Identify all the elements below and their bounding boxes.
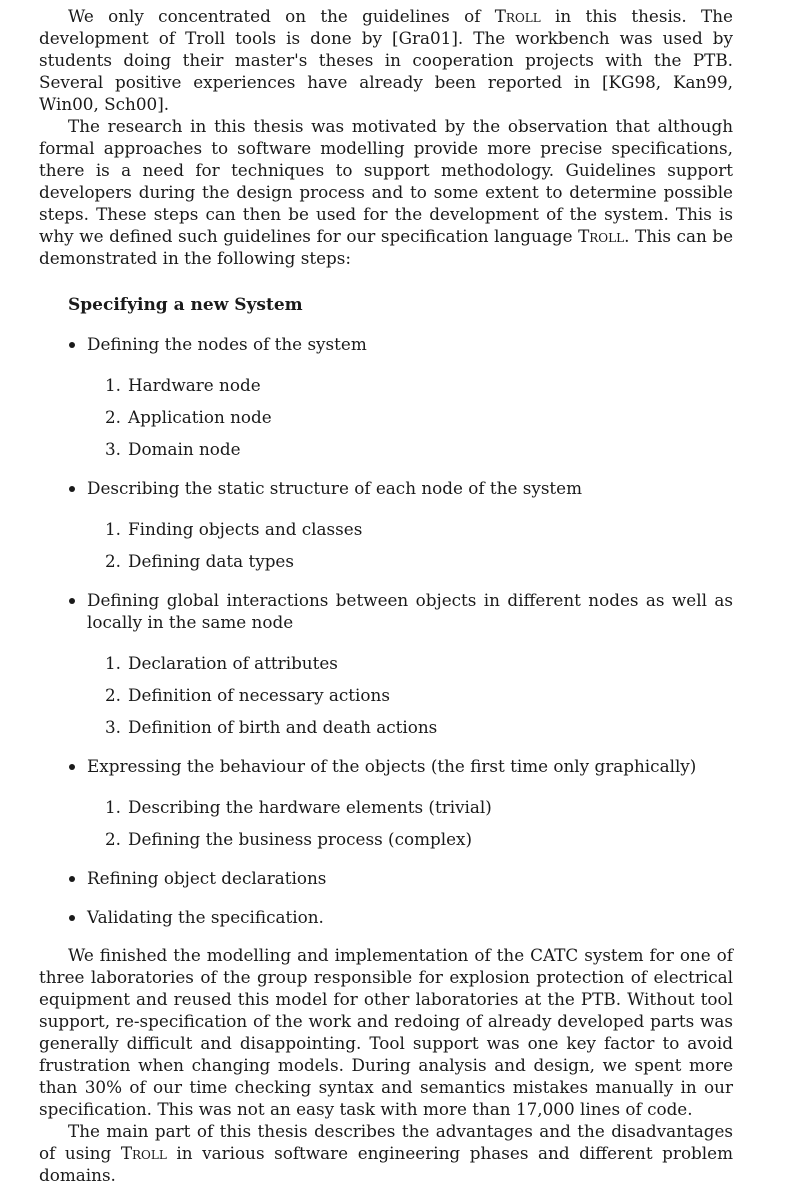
bullet-item-label: Refining object declarations: [87, 868, 327, 888]
item-number: 2.: [105, 685, 122, 705]
bullet-item: [39, 477, 733, 572]
bullet-item-label: Defining the nodes of the system: [87, 334, 367, 354]
bullet-icon: [69, 764, 75, 770]
numbered-item-label: Definition of birth and death actions: [128, 717, 438, 737]
bullet-icon: [69, 486, 75, 492]
intro-paragraph-1-text-a: We only concentrated on the guidelines of: [68, 6, 495, 26]
bullet-item: [39, 906, 733, 928]
bullet-icon: [69, 915, 75, 921]
bullet-item: [39, 589, 733, 738]
numbered-item: [87, 438, 733, 460]
numbered-item: [87, 716, 733, 738]
item-number: 1.: [105, 653, 122, 673]
bullet-item: [39, 333, 733, 460]
steps-list: [39, 333, 733, 928]
bullet-item: [39, 867, 733, 889]
item-number: 3.: [105, 717, 122, 737]
numbered-item: [87, 796, 733, 818]
numbered-sublist: [87, 374, 733, 460]
bullet-item-label: Validating the specification.: [87, 907, 324, 927]
conclusion: [39, 944, 733, 1186]
item-number: 2.: [105, 829, 122, 849]
numbered-item-label: Defining data types: [128, 551, 294, 571]
intro-paragraph-2-text-b: . This can be demonstrated in the following steps:: [39, 226, 734, 268]
bullet-item-label: Defining global interactions between objects in different nodes as well as locally in the same node: [87, 590, 733, 632]
numbered-item: [87, 684, 733, 706]
intro-paragraph-2: [39, 115, 733, 269]
numbered-item-label: Defining the business process (complex): [128, 829, 473, 849]
item-number: 2.: [105, 551, 122, 571]
item-number: 2.: [105, 407, 122, 427]
numbered-item-label: Hardware node: [128, 375, 261, 395]
bullet-item-label: Describing the static structure of each node of the system: [87, 478, 583, 498]
item-number: 1.: [105, 375, 122, 395]
numbered-sublist: [87, 518, 733, 572]
bullet-item: [39, 755, 733, 850]
numbered-item: [87, 406, 733, 428]
item-number: 1.: [105, 797, 122, 817]
bullet-icon: [69, 342, 75, 348]
conclusion-paragraph-2-text-a: The main part of this thesis describes the advantages and the disadvantages of using: [39, 1121, 733, 1163]
numbered-item-label: Domain node: [128, 439, 241, 459]
numbered-item: [87, 828, 733, 850]
intro-paragraph-1-text-b: in this thesis. The development of Troll tools is done by [Gra01]. The workbench was used by students doing their master's theses in cooperation projects with the PTB. Several positive experiences have already been reported in [KG98, Kan99, Win00, Sch00].: [39, 6, 733, 114]
item-number: 3.: [105, 439, 122, 459]
numbered-sublist: [87, 796, 733, 850]
numbered-item-label: Describing the hardware elements (trivial): [128, 797, 492, 817]
numbered-item-label: Declaration of attributes: [128, 653, 338, 673]
bullet-icon: [69, 876, 75, 882]
intro-paragraph-1: [39, 5, 733, 115]
item-number: 1.: [105, 519, 122, 539]
bullet-item-label: Expressing the behaviour of the objects (the first time only graphically): [87, 756, 697, 776]
numbered-item-label: Application node: [128, 407, 272, 427]
numbered-item: [87, 652, 733, 674]
numbered-sublist: [87, 652, 733, 738]
section-heading: Specifying a new System: [68, 295, 303, 315]
numbered-item: [87, 374, 733, 396]
conclusion-paragraph-2: [39, 1120, 733, 1186]
numbered-item-label: Finding objects and classes: [128, 519, 363, 539]
numbered-item-label: Definition of necessary actions: [128, 685, 390, 705]
troll-name: Troll: [494, 6, 541, 26]
conclusion-paragraph-2-text-b: in various software engineering phases and different problem domains.: [39, 1143, 734, 1185]
conclusion-paragraph-1: We finished the modelling and implementation of the CATC system for one of three laboratories of the group responsible for explosion protection of electrical equipment and reused this model for other laboratories at the PTB. Without tool support, re-specification of the work and redoing of already developed parts was generally difficult and disappointing. Tool support was one key factor to avoid frustration when changing models. During analysis and design, we spent more than 30% of our time checking syntax and semantics mistakes manually in our specification. This was not an easy task with more than 17,000 lines of code.: [39, 945, 733, 1119]
numbered-item: [87, 550, 733, 572]
troll-name: Troll: [120, 1143, 167, 1163]
numbered-item: [87, 518, 733, 540]
bullet-icon: [69, 598, 75, 604]
troll-name: Troll: [578, 226, 625, 246]
intro-paragraph-2-text-a: The research in this thesis was motivated by the observation that although formal approaches to software modelling provide more precise specifications, there is a need for techniques to support methodology. Guidelines support developers during the design process and to some extent to determine possible steps. These steps can then be used for the development of the system. This is why we defined such guidelines for our specification language: [39, 116, 733, 246]
